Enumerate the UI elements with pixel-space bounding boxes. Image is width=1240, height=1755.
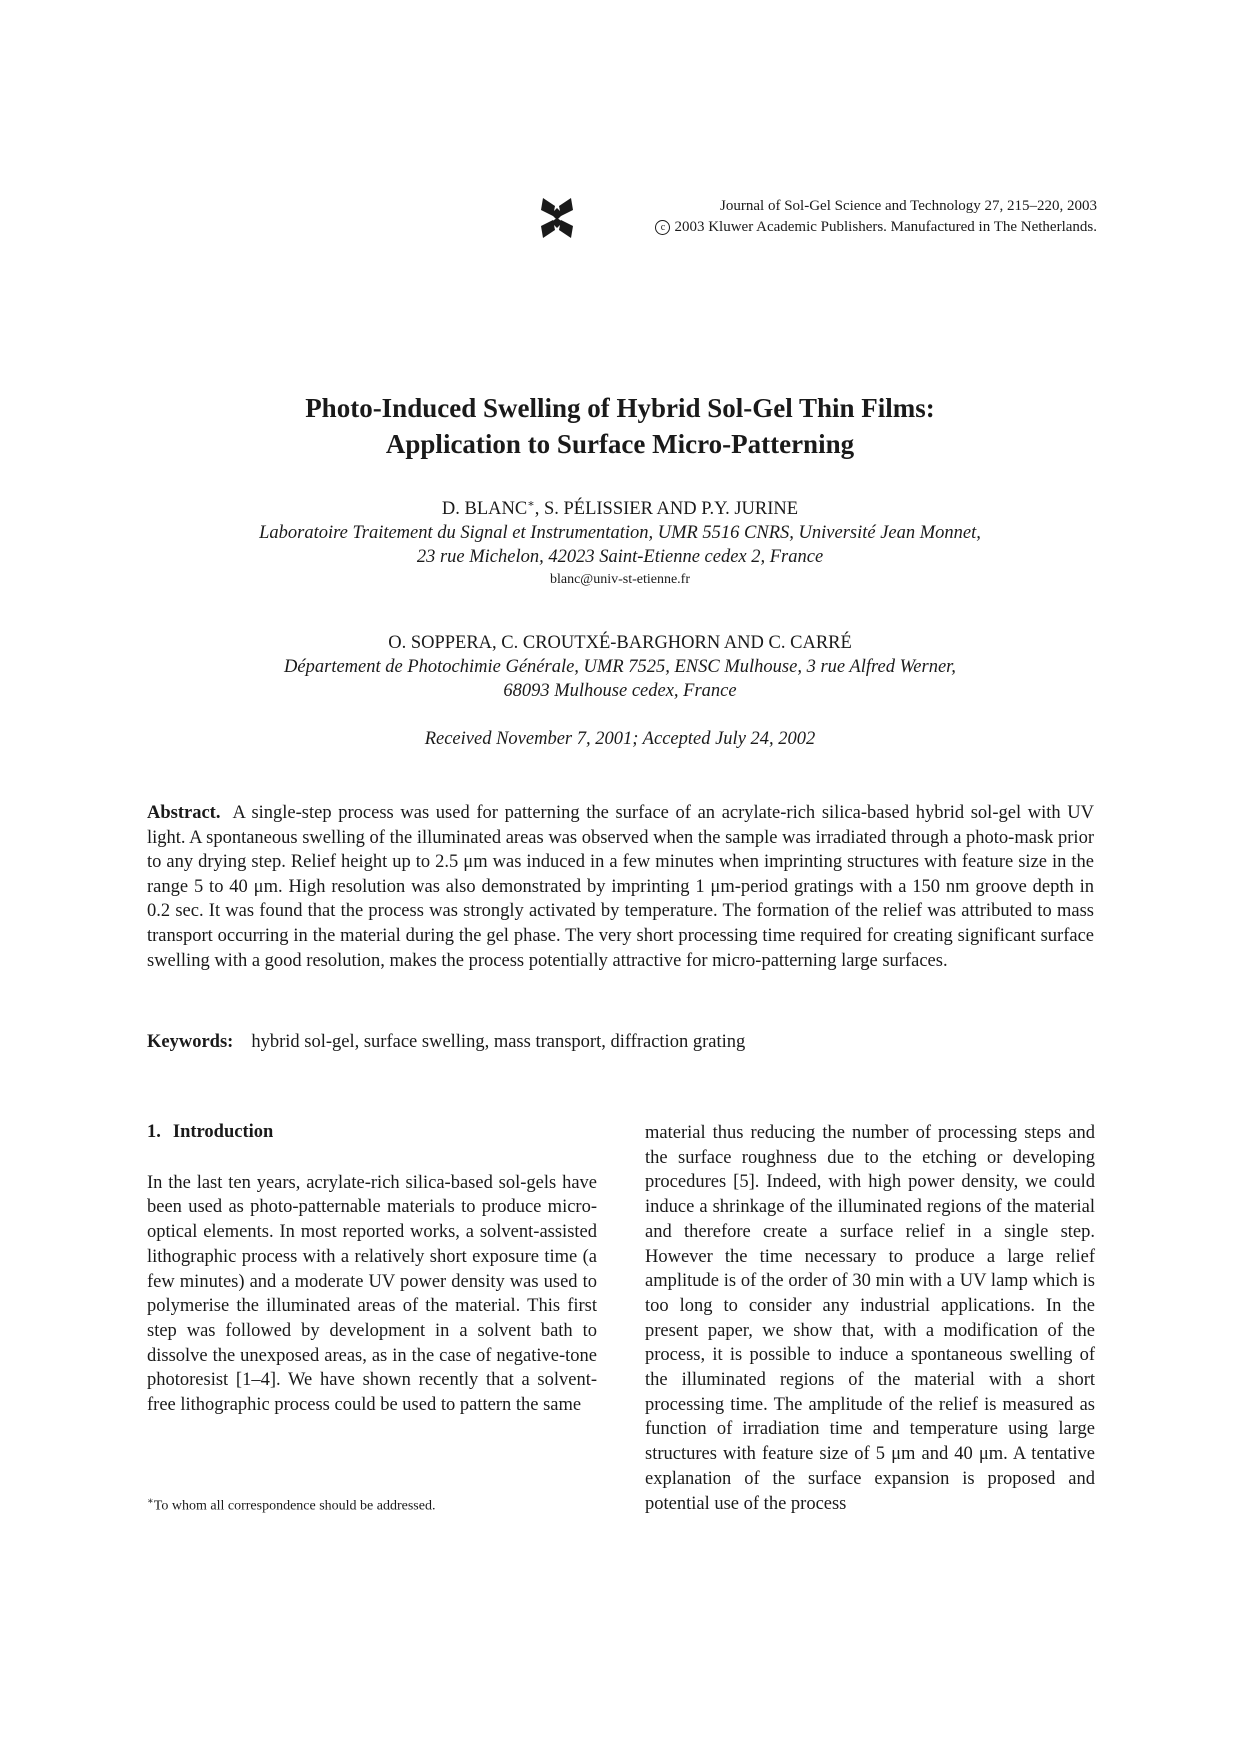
author-name: D. BLANC — [441, 499, 528, 520]
abstract-label: Abstract. — [147, 803, 221, 823]
left-column — [147, 1120, 597, 1418]
author-names-2: O. SOPPERA, C. CROUTXÉ-BARGHORN AND C. CARRÉ — [388, 633, 852, 653]
footnote — [147, 1493, 435, 1516]
affiliation-2-line-1: Département de Photochimie Générale, UMR 7525, ENSC Mulhouse, 3 rue Alfred Werner, — [284, 657, 956, 677]
keywords — [147, 1030, 1094, 1054]
journal-citation — [655, 196, 1097, 238]
received-dates: Received November 7, 2001; Accepted July 24, 2002 — [424, 729, 816, 749]
footnote-text: To whom all correspondence should be addressed. — [153, 1498, 436, 1514]
copyright-text: 2003 Kluwer Academic Publishers. Manufactured in The Netherlands. — [674, 219, 1097, 235]
author-group-1 — [0, 492, 1240, 591]
intro-paragraph-right: material thus reducing the number of processing steps and the surface roughness due to the etching or developing procedures [5]. Indeed, with high power density, we could induce a shrinkage of the illuminated regions of the material and therefore create a surface relief in a single step. However the time necessary to produce a large relief amplitude is of the order of 30 min with a UV lamp which is too long to consider any industrial applications. In the present paper, we show that, with a modification of the process, it is possible to induce a spontaneous swelling of the illuminated regions of the material with a short processing time. The amplitude of the relief is measured as function of irradiation time and temperature using large structures with feature size of 5 μm and 40 μm. A tentative explanation of the surface expansion is proposed and potential use of the process — [645, 1123, 1095, 1514]
section-number: 1. — [147, 1122, 161, 1142]
author-footnote-mark: ∗ — [527, 498, 535, 510]
paper-title — [0, 390, 1240, 462]
keywords-text: hybrid sol-gel, surface swelling, mass transport, diffraction grating — [251, 1032, 746, 1052]
abstract — [147, 801, 1094, 973]
footnote-mark: ∗ — [147, 1496, 154, 1507]
affiliation-1-line-1: Laboratoire Traitement du Signal et Instrumentation, UMR 5516 CNRS, Université Jean Monnet, — [259, 523, 981, 544]
journal-header — [537, 196, 1097, 240]
author-group-2 — [0, 631, 1240, 703]
intro-paragraph-left: In the last ten years, acrylate-rich silica-based sol-gels have been used as photo-patternable materials to produce micro-optical elements. In most reported works, a solvent-assisted lithographic process with a relatively short exposure time (a few minutes) and a moderate UV power density was used to polymerise the illuminated areas of the material. This first step was followed by development in a solvent bath to dissolve the unexposed areas, as in the case of negative-tone photoresist [1–4]. We have shown recently that a solvent-free lithographic process could be used to pattern the same — [147, 1172, 597, 1416]
journal-line-2 — [655, 217, 1097, 238]
publisher-logo-icon — [537, 196, 577, 240]
title-line-2: Application to Surface Micro-Patterning — [385, 429, 855, 459]
keywords-label: Keywords: — [147, 1032, 234, 1052]
title-line-1: Photo-Induced Swelling of Hybrid Sol-Gel Thin Films: — [305, 393, 935, 423]
section-title: Introduction — [172, 1122, 274, 1142]
author-names-rest: , S. PÉLISSIER AND P.Y. JURINE — [534, 499, 799, 520]
journal-line-1: Journal of Sol-Gel Science and Technology 27, 215–220, 2003 — [720, 198, 1097, 214]
affiliation-2-line-2: 68093 Mulhouse cedex, France — [503, 681, 737, 701]
affiliation-1-line-2: 23 rue Michelon, 42023 Saint-Etienne cedex 2, France — [416, 547, 824, 568]
abstract-text: A single-step process was used for patterning the surface of an acrylate-rich silica-based hybrid sol-gel with UV light. A spontaneous swelling of the illuminated areas was observed when the sample was irradiated through a photo-mask prior to any drying step. Relief height up to 2.5 μm was induced in a few minutes when imprinting structures with feature size in the range 5 to 40 μm. High resolution was also demonstrated by imprinting 1 μm-period gratings with a 150 nm groove depth in 0.2 sec. It was found that the process was strongly activated by temperature. The formation of the relief was attributed to mass transport occurring in the material during the gel phase. The very short processing time required for creating significant surface swelling with a good resolution, makes the process potentially attractive for micro-patterning large surfaces. — [147, 803, 1094, 971]
right-column — [645, 1121, 1095, 1516]
section-heading-introduction — [147, 1120, 597, 1145]
copyright-icon: c — [655, 220, 670, 235]
author-email: blanc@univ-st-etienne.fr — [549, 572, 690, 588]
author-names-1 — [0, 492, 1240, 521]
